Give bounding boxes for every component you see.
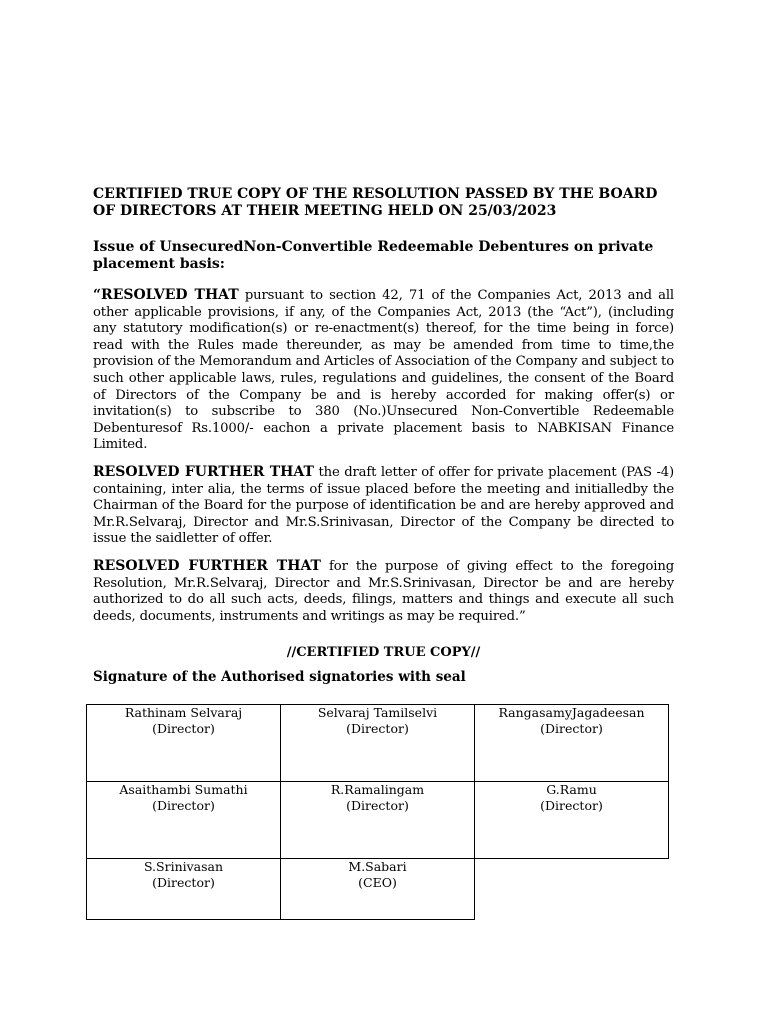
resolution-text: for the purpose of giving effect to the foregoing Resolution, Mr.R.Selvaraj, Director and Mr.S.Srinivasan, Director be and are hereby authorized to do all such acts, deeds, filings, matters and things and execute all such deeds, documents, instruments and writings as may be required.” <box>93 558 674 624</box>
signatory-role: (Director) <box>152 874 215 890</box>
resolution-text: pursuant to section 42, 71 of the Companies Act, 2013 and all other applicable provisions, if any, of the Companies Act, 2013 (the “Act”), (including any statutory modification(s) or re-enactment(s) thereof, for the time being in force) read with the Rules made thereunder, as may be amended from time to time,the provision of the Memorandum and Articles of Association of the Company and subject to such other applicable laws, rules, regulations and guidelines, the consent of the Board of Directors of the Company be and is hereby accorded for making offer(s) or invitation(s) to subscribe to 380 (No.)Unsecured Non-Convertible Redeemable Debenturesof Rs.1000/- eachon a private placement basis to NABKISAN Finance Limited. <box>93 288 675 453</box>
signatory-role: (Director) <box>540 797 603 813</box>
signatories-table <box>86 704 669 920</box>
signatory-cell <box>281 782 475 859</box>
signatory-role: (CEO) <box>358 874 397 890</box>
empty-cell <box>475 859 669 920</box>
signatory-cell <box>87 859 281 920</box>
resolution-paragraph <box>93 464 674 548</box>
signatory-cell <box>475 782 669 859</box>
signatory-name: R.Ramalingam <box>330 782 425 797</box>
signatory-cell <box>87 705 281 782</box>
signatory-cell <box>475 705 669 782</box>
signatory-role: (Director) <box>346 720 409 736</box>
resolution-text: the draft letter of offer for private placement (PAS -4) containing, inter alia, the terms of issue placed before the meeting and initialledby the Chairman of the Board for the purpose of identification be and are hereby approved and Mr.R.Selvaraj, Director and Mr.S.Srinivasan, Director of the Company be directed to issue the saidletter of offer. <box>93 464 674 547</box>
signatory-cell <box>87 782 281 859</box>
signature-heading: Signature of the Authorised signatories with seal <box>93 669 466 686</box>
resolution-body <box>93 186 674 685</box>
resolution-paragraph <box>93 287 674 454</box>
signatory-name: Selvaraj Tamilselvi <box>317 705 438 720</box>
signatory-name: G.Ramu <box>546 782 597 797</box>
signatory-cell <box>281 705 475 782</box>
signatory-role: (Director) <box>152 720 215 736</box>
document-title: CERTIFIED TRUE COPY OF THE RESOLUTION PASSED BY THE BOARD OF DIRECTORS AT THEIR MEETING HELD ON 25/03/2023 <box>93 186 658 219</box>
signatory-name: M.Sabari <box>348 859 407 874</box>
signatory-role: (Director) <box>152 797 215 813</box>
document-subject: Issue of UnsecuredNon-Convertible Redeemable Debentures on private placement basis: <box>93 239 654 272</box>
resolution-lead: RESOLVED FURTHER THAT <box>93 557 321 574</box>
signatory-name: Asaithambi Sumathi <box>119 782 248 797</box>
signatory-name: S.Srinivasan <box>143 859 224 874</box>
signatory-name: Rathinam Selvaraj <box>124 705 243 720</box>
signatory-cell <box>281 859 475 920</box>
certified-true-copy-label: //CERTIFIED TRUE COPY// <box>286 645 481 661</box>
resolution-lead: “RESOLVED THAT <box>93 287 239 303</box>
signatory-role: (Director) <box>540 720 603 736</box>
resolution-lead: RESOLVED FURTHER THAT <box>93 463 314 480</box>
signatory-role: (Director) <box>346 797 409 813</box>
signatory-name: RangasamyJagadeesan <box>498 705 645 720</box>
resolution-paragraph <box>93 558 674 625</box>
